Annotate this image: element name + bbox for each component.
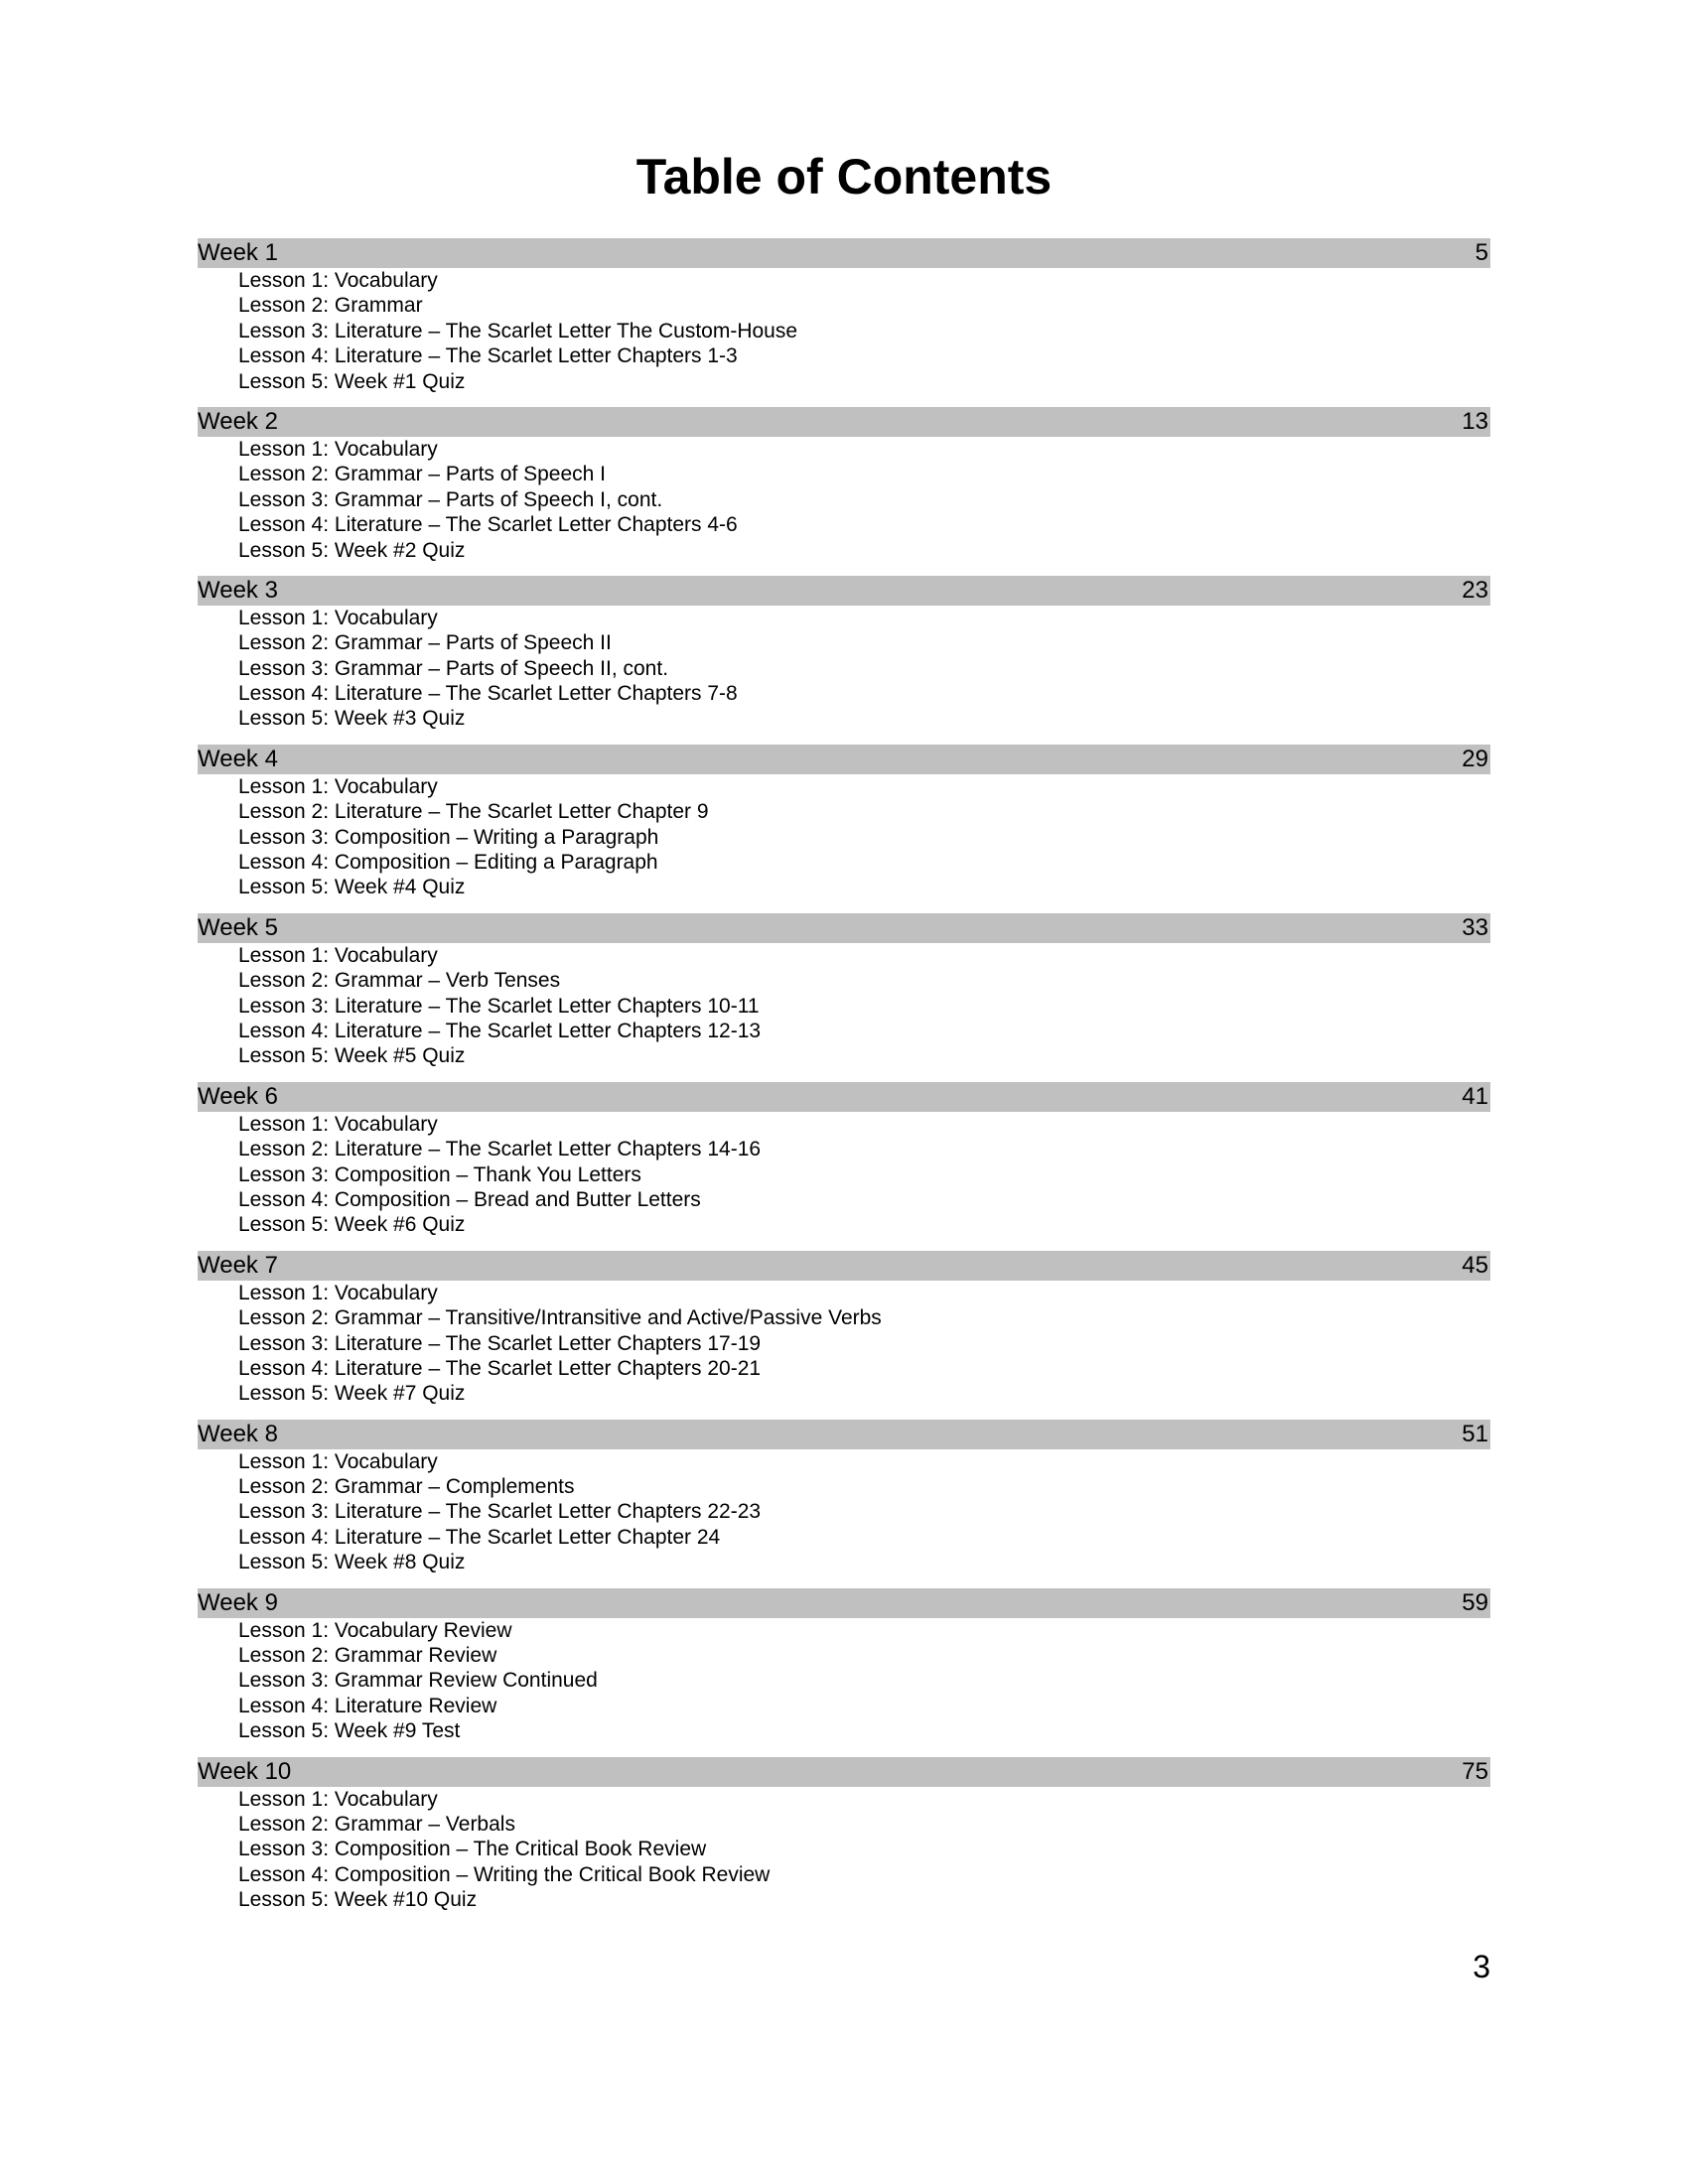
lesson-item[interactable]: Lesson 1: Vocabulary (238, 1449, 438, 1473)
week-page-number: 59 (1462, 1588, 1488, 1616)
week-section (198, 745, 1490, 900)
week-header[interactable] (198, 913, 1490, 943)
week-title: Week 1 (198, 239, 278, 266)
week-header[interactable] (198, 238, 1490, 268)
week-section (198, 913, 1490, 1069)
lesson-item[interactable]: Lesson 5: Week #7 Quiz (238, 1382, 466, 1406)
page-number: 3 (1473, 1949, 1490, 1984)
lesson-item[interactable]: Lesson 4: Literature Review (238, 1694, 497, 1717)
lesson-list (198, 1281, 1490, 1407)
lesson-item[interactable]: Lesson 5: Week #8 Quiz (238, 1551, 466, 1574)
lesson-item[interactable]: Lesson 3: Literature – The Scarlet Letter Chapters 22-23 (238, 1500, 762, 1524)
week-page-number: 29 (1462, 745, 1488, 772)
lesson-item[interactable]: Lesson 4: Literature – The Scarlet Letter Chapters 4-6 (238, 513, 738, 537)
lesson-list (198, 1618, 1490, 1744)
lesson-item[interactable]: Lesson 3: Composition – The Critical Book Review (238, 1838, 707, 1861)
week-header[interactable] (198, 745, 1490, 774)
lesson-item[interactable]: Lesson 2: Grammar Review (238, 1644, 497, 1668)
lesson-item[interactable]: Lesson 1: Vocabulary (238, 606, 438, 629)
lesson-item[interactable]: Lesson 5: Week #1 Quiz (238, 369, 466, 393)
lesson-item[interactable]: Lesson 2: Grammar – Verbals (238, 1812, 515, 1836)
lesson-list (198, 774, 1490, 900)
lesson-item[interactable]: Lesson 3: Literature – The Scarlet Letter The Custom-House (238, 319, 798, 342)
week-section (198, 238, 1490, 394)
lesson-item[interactable]: Lesson 4: Literature – The Scarlet Letter Chapters 20-21 (238, 1356, 762, 1380)
lesson-item[interactable]: Lesson 3: Composition – Thank You Letters (238, 1162, 641, 1186)
lesson-item[interactable]: Lesson 2: Literature – The Scarlet Letter Chapters 14-16 (238, 1138, 762, 1161)
week-page-number: 45 (1462, 1251, 1488, 1279)
lesson-item[interactable]: Lesson 2: Grammar – Verb Tenses (238, 969, 561, 993)
lesson-item[interactable]: Lesson 2: Grammar – Parts of Speech II (238, 631, 612, 655)
week-header[interactable] (198, 1251, 1490, 1281)
lesson-item[interactable]: Lesson 5: Week #2 Quiz (238, 538, 466, 562)
lesson-item[interactable]: Lesson 4: Composition – Bread and Butter Letters (238, 1187, 701, 1211)
lesson-item[interactable]: Lesson 5: Week #4 Quiz (238, 876, 466, 899)
lesson-item[interactable]: Lesson 1: Vocabulary (238, 943, 438, 967)
week-header[interactable] (198, 1588, 1490, 1618)
lesson-item[interactable]: Lesson 2: Literature – The Scarlet Letter Chapter 9 (238, 800, 709, 824)
week-section (198, 1082, 1490, 1238)
lesson-item[interactable]: Lesson 1: Vocabulary (238, 1281, 438, 1304)
week-header[interactable] (198, 576, 1490, 606)
lesson-item[interactable]: Lesson 1: Vocabulary (238, 437, 438, 461)
lesson-item[interactable]: Lesson 3: Grammar Review Continued (238, 1669, 598, 1693)
lesson-item[interactable]: Lesson 4: Literature – The Scarlet Letter Chapters 12-13 (238, 1019, 762, 1042)
lesson-item[interactable]: Lesson 5: Week #9 Test (238, 1719, 461, 1743)
week-header[interactable] (198, 1420, 1490, 1449)
week-page-number: 33 (1462, 913, 1488, 941)
lesson-list (198, 1449, 1490, 1575)
week-title: Week 3 (198, 576, 278, 604)
week-section (198, 576, 1490, 732)
week-section (198, 1588, 1490, 1744)
week-header[interactable] (198, 407, 1490, 437)
lesson-item[interactable]: Lesson 2: Grammar (238, 294, 423, 318)
week-title: Week 8 (198, 1420, 278, 1447)
lesson-list (198, 1787, 1490, 1913)
page-title: Table of Contents (635, 149, 1053, 205)
lesson-item[interactable]: Lesson 3: Literature – The Scarlet Letter Chapters 17-19 (238, 1331, 762, 1355)
lesson-item[interactable]: Lesson 2: Grammar – Transitive/Intransitive and Active/Passive Verbs (238, 1306, 882, 1330)
week-section (198, 1420, 1490, 1575)
week-section (198, 1251, 1490, 1407)
lesson-item[interactable]: Lesson 2: Grammar – Complements (238, 1475, 575, 1499)
lesson-item[interactable]: Lesson 5: Week #3 Quiz (238, 707, 466, 731)
lesson-item[interactable]: Lesson 4: Literature – The Scarlet Letter Chapters 7-8 (238, 682, 738, 706)
week-section (198, 407, 1490, 563)
week-title: Week 6 (198, 1082, 278, 1110)
week-page-number: 75 (1462, 1757, 1488, 1785)
week-header[interactable] (198, 1082, 1490, 1112)
lesson-item[interactable]: Lesson 4: Literature – The Scarlet Letter Chapters 1-3 (238, 344, 738, 368)
lesson-item[interactable]: Lesson 3: Literature – The Scarlet Letter Chapters 10-11 (238, 994, 760, 1018)
week-title: Week 9 (198, 1588, 278, 1616)
lesson-item[interactable]: Lesson 2: Grammar – Parts of Speech I (238, 463, 607, 486)
lesson-item[interactable]: Lesson 1: Vocabulary (238, 269, 438, 292)
lesson-item[interactable]: Lesson 5: Week #5 Quiz (238, 1044, 466, 1068)
lesson-item[interactable]: Lesson 3: Grammar – Parts of Speech II, cont. (238, 656, 669, 680)
lesson-list (198, 943, 1490, 1069)
week-title: Week 2 (198, 407, 278, 435)
table-of-contents (198, 238, 1490, 1926)
week-page-number: 41 (1462, 1082, 1488, 1110)
week-section (198, 1757, 1490, 1913)
lesson-item[interactable]: Lesson 4: Composition – Writing the Critical Book Review (238, 1862, 771, 1886)
week-page-number: 13 (1462, 407, 1488, 435)
week-page-number: 23 (1462, 576, 1488, 604)
week-title: Week 4 (198, 745, 278, 772)
lesson-item[interactable]: Lesson 1: Vocabulary Review (238, 1618, 512, 1642)
lesson-item[interactable]: Lesson 4: Composition – Editing a Paragraph (238, 851, 658, 875)
lesson-item[interactable]: Lesson 1: Vocabulary (238, 1112, 438, 1136)
lesson-item[interactable]: Lesson 5: Week #6 Quiz (238, 1213, 466, 1237)
week-title: Week 7 (198, 1251, 278, 1279)
lesson-item[interactable]: Lesson 3: Grammar – Parts of Speech I, cont. (238, 487, 663, 511)
lesson-item[interactable]: Lesson 3: Composition – Writing a Paragraph (238, 825, 659, 849)
week-page-number: 51 (1462, 1420, 1488, 1447)
lesson-list (198, 1112, 1490, 1238)
week-header[interactable] (198, 1757, 1490, 1787)
lesson-item[interactable]: Lesson 4: Literature – The Scarlet Letter Chapter 24 (238, 1525, 721, 1549)
lesson-list (198, 606, 1490, 732)
lesson-list (198, 268, 1490, 394)
week-title: Week 5 (198, 913, 278, 941)
lesson-item[interactable]: Lesson 1: Vocabulary (238, 1787, 438, 1811)
week-page-number: 5 (1475, 239, 1488, 266)
lesson-item[interactable]: Lesson 1: Vocabulary (238, 774, 438, 798)
lesson-item[interactable]: Lesson 5: Week #10 Quiz (238, 1888, 478, 1912)
week-title: Week 10 (198, 1757, 292, 1785)
lesson-list (198, 437, 1490, 563)
